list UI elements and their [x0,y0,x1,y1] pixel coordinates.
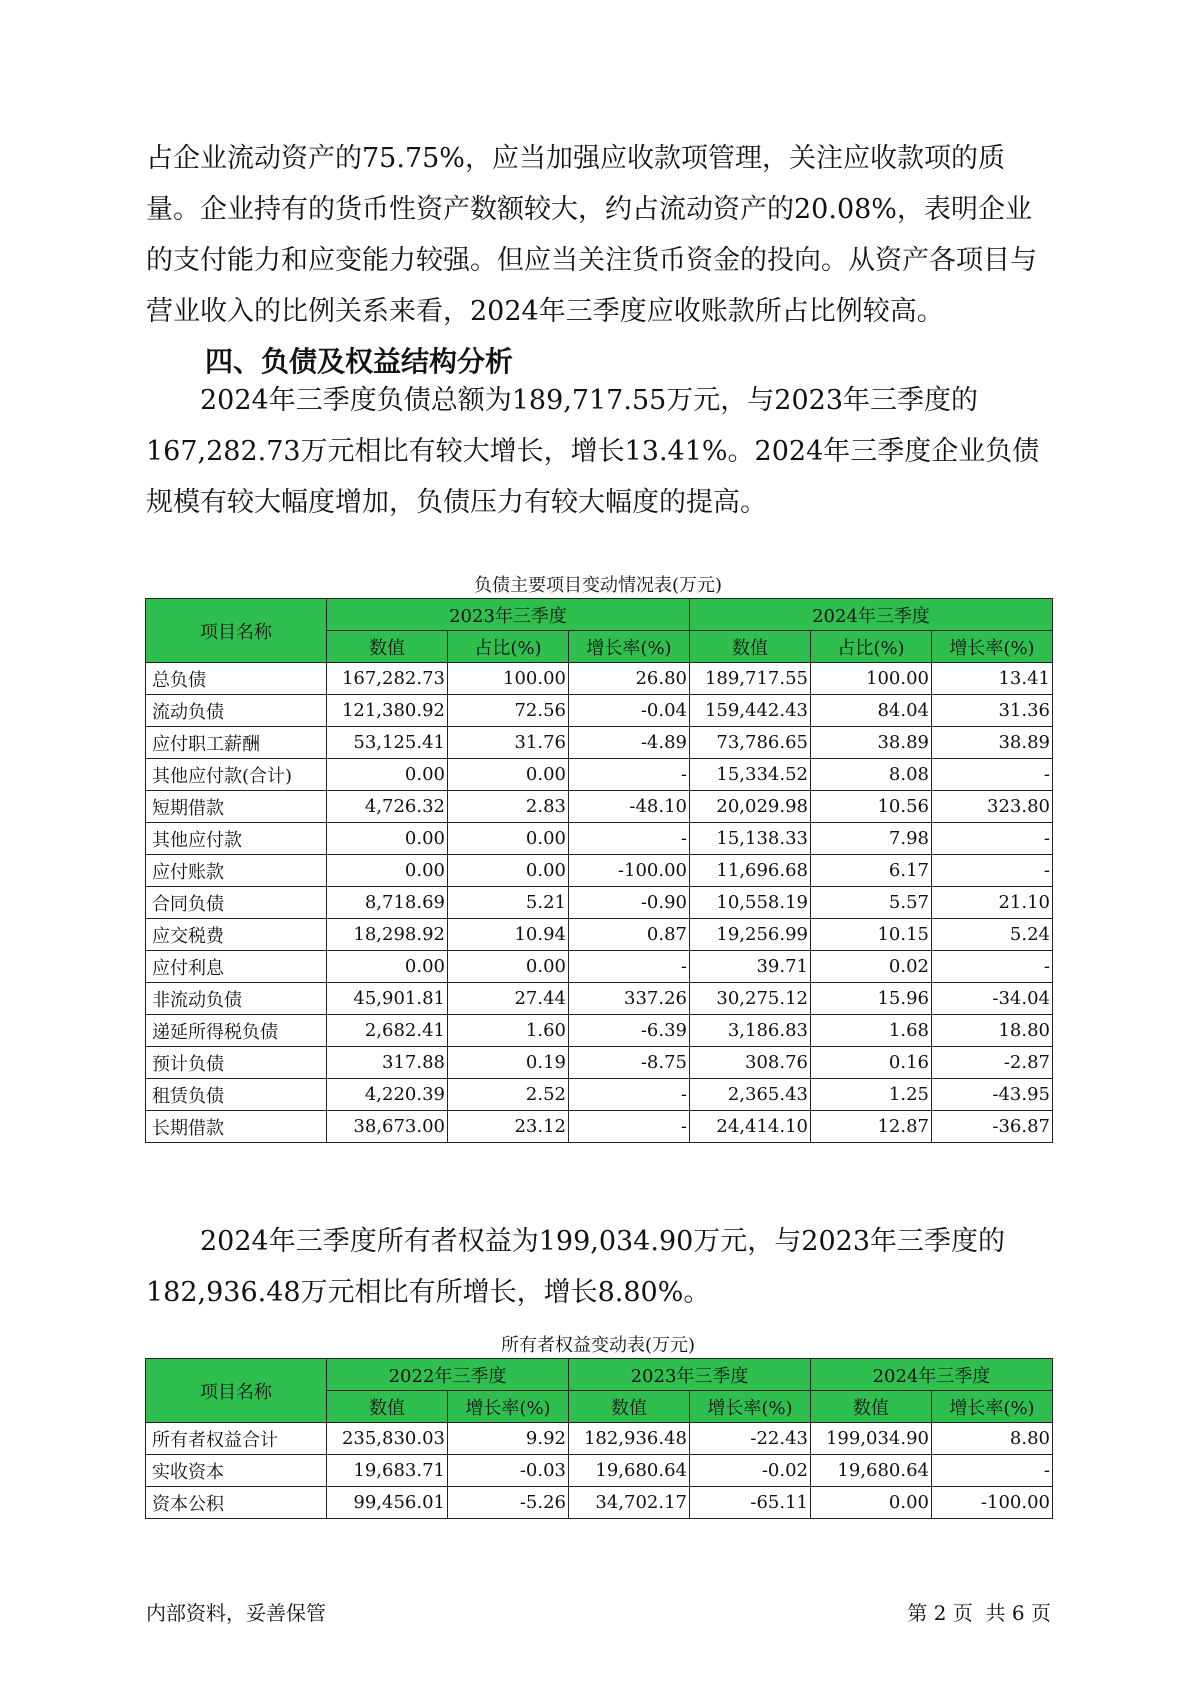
table-cell: 18.80 [932,1015,1053,1047]
table-cell: 0.02 [811,951,932,983]
table-cell: -100.00 [932,1487,1053,1519]
paragraph-current-assets: 占企业流动资产的75.75%，应当加强应收款项管理，关注应收款项的质量。企业持有的货币性资产数额较大，约占流动资产的20.08%，表明企业的支付能力和应变能力较强。但应当关注货币资金的投向。从资产各项目与营业收入的比例关系来看，2024年三季度应收账款所占比例较高。 [146,143,1037,327]
table-cell: 199,034.90 [811,1423,932,1455]
column-header: 数值 [690,631,811,663]
column-header: 增长率(%) [569,631,690,663]
footer-confidential: 内部资料，妥善保管 [146,1601,326,1625]
table-cell: 12.87 [811,1111,932,1143]
table-row [146,919,1053,951]
table-cell: - [569,1111,690,1143]
table-cell: -8.75 [569,1047,690,1079]
table-cell: 2,682.41 [327,1015,448,1047]
table-cell: 308.76 [690,1047,811,1079]
table-cell: 0.00 [448,759,569,791]
table-cell: 5.57 [811,887,932,919]
table-cell: 0.19 [448,1047,569,1079]
table-cell: 100.00 [811,663,932,695]
column-header: 数值 [811,1391,932,1423]
row-label: 预计负债 [146,1047,327,1079]
table-cell: -22.43 [690,1423,811,1455]
paragraph-equity: 2024年三季度所有者权益为199,034.90万元，与2023年三季度的182,936.48万元相比有所增长，增长8.80%。 [146,1226,1006,1308]
table-row [146,759,1053,791]
row-label: 实收资本 [146,1455,327,1487]
table-cell: - [569,1079,690,1111]
table-cell: 13.41 [932,663,1053,695]
table-cell: 31.76 [448,727,569,759]
table-row [146,1079,1053,1111]
table-cell: 3,186.83 [690,1015,811,1047]
row-label: 递延所得税负债 [146,1015,327,1047]
period-header: 2024年三季度 [811,1359,1053,1391]
table-cell: 30,275.12 [690,983,811,1015]
table-cell: 5.24 [932,919,1053,951]
column-header: 增长率(%) [932,631,1053,663]
table-cell: 38.89 [811,727,932,759]
table-cell: 121,380.92 [327,695,448,727]
table-row [146,695,1053,727]
table-cell: 0.00 [448,951,569,983]
column-header: 增长率(%) [448,1391,569,1423]
table-cell: 235,830.03 [327,1423,448,1455]
table-cell: 15.96 [811,983,932,1015]
table-cell: 6.17 [811,855,932,887]
table-cell: -34.04 [932,983,1053,1015]
table-cell: 323.80 [932,791,1053,823]
table-row [146,727,1053,759]
table-cell: 0.00 [327,823,448,855]
table-cell: 72.56 [448,695,569,727]
table-row [146,791,1053,823]
table-row [146,855,1053,887]
table-cell: - [569,951,690,983]
table-cell: 19,680.64 [569,1455,690,1487]
table-cell: 4,220.39 [327,1079,448,1111]
table-cell: 84.04 [811,695,932,727]
table-cell: 11,696.68 [690,855,811,887]
table-cell: 0.00 [448,823,569,855]
column-header-item-name: 项目名称 [146,1359,327,1423]
table-row [146,1455,1053,1487]
row-label: 流动负债 [146,695,327,727]
column-header: 占比(%) [448,631,569,663]
table-cell: 182,936.48 [569,1423,690,1455]
table-cell: - [932,1455,1053,1487]
table-cell: 18,298.92 [327,919,448,951]
table-cell: 31.36 [932,695,1053,727]
table-cell: 0.00 [327,759,448,791]
table-cell: 4,726.32 [327,791,448,823]
table-cell: 0.00 [448,855,569,887]
table-cell: 1.25 [811,1079,932,1111]
table-cell: -100.00 [569,855,690,887]
table-cell: 0.00 [327,951,448,983]
row-label: 应付职工薪酬 [146,727,327,759]
column-header: 数值 [327,631,448,663]
equity-table-caption: 所有者权益变动表(万元) [500,1335,696,1356]
table-cell: 19,680.64 [811,1455,932,1487]
column-header: 数值 [327,1391,448,1423]
table-cell: 38,673.00 [327,1111,448,1143]
row-label: 短期借款 [146,791,327,823]
table-cell: 2,365.43 [690,1079,811,1111]
row-label: 应付利息 [146,951,327,983]
row-label: 所有者权益合计 [146,1423,327,1455]
table-cell: 19,256.99 [690,919,811,951]
table-row [146,1423,1053,1455]
table-cell: 27.44 [448,983,569,1015]
row-label: 非流动负债 [146,983,327,1015]
row-label: 总负债 [146,663,327,695]
period-header: 2024年三季度 [690,599,1053,631]
table-row [146,823,1053,855]
table-cell: 9.92 [448,1423,569,1455]
table-cell: 0.00 [811,1487,932,1519]
table-cell: 15,138.33 [690,823,811,855]
table-cell: -4.89 [569,727,690,759]
table-cell: 1.68 [811,1015,932,1047]
table-row [146,951,1053,983]
table-cell: -0.03 [448,1455,569,1487]
row-label: 应交税费 [146,919,327,951]
section-heading: 四、负债及权益结构分析 [205,345,514,378]
table-cell: 10.94 [448,919,569,951]
period-header: 2023年三季度 [569,1359,811,1391]
table-row [146,1111,1053,1143]
paragraph-liabilities: 2024年三季度负债总额为189,717.55万元，与2023年三季度的167,282.73万元相比有较大增长，增长13.41%。2024年三季度企业负债规模有较大幅度增加，负债压力有较大幅度的提高。 [146,385,1040,518]
period-header: 2023年三季度 [327,599,690,631]
table-cell: 0.00 [327,855,448,887]
row-label: 资本公积 [146,1487,327,1519]
footer-page-number: 第 2 页 共 6 页 [907,1601,1051,1625]
table-cell: -48.10 [569,791,690,823]
column-header: 占比(%) [811,631,932,663]
table-cell: 10.15 [811,919,932,951]
row-label: 租赁负债 [146,1079,327,1111]
table-cell: 8.80 [932,1423,1053,1455]
table-cell: -6.39 [569,1015,690,1047]
table-cell: - [932,855,1053,887]
column-header-item-name: 项目名称 [146,599,327,663]
table-cell: 2.83 [448,791,569,823]
period-header: 2022年三季度 [327,1359,569,1391]
table-cell: - [932,823,1053,855]
liability-table [145,598,1053,1143]
column-header: 数值 [569,1391,690,1423]
equity-table [145,1358,1053,1519]
table-cell: -0.02 [690,1455,811,1487]
table-cell: 189,717.55 [690,663,811,695]
table-cell: - [569,759,690,791]
table-cell: - [932,951,1053,983]
table-cell: 0.16 [811,1047,932,1079]
table-cell: 10,558.19 [690,887,811,919]
row-label: 应付账款 [146,855,327,887]
table-cell: -43.95 [932,1079,1053,1111]
table-cell: - [569,823,690,855]
table-row [146,663,1053,695]
table-cell: 45,901.81 [327,983,448,1015]
table-cell: 20,029.98 [690,791,811,823]
row-label: 其他应付款 [146,823,327,855]
table-cell: 38.89 [932,727,1053,759]
table-cell: -2.87 [932,1047,1053,1079]
table-cell: - [932,759,1053,791]
table-row [146,983,1053,1015]
table-cell: 100.00 [448,663,569,695]
table-cell: -0.04 [569,695,690,727]
table-cell: 99,456.01 [327,1487,448,1519]
table-cell: 1.60 [448,1015,569,1047]
table-cell: 337.26 [569,983,690,1015]
table-cell: 39.71 [690,951,811,983]
row-label: 长期借款 [146,1111,327,1143]
table-cell: 15,334.52 [690,759,811,791]
table-cell: 19,683.71 [327,1455,448,1487]
table-cell: 2.52 [448,1079,569,1111]
table-cell: 0.87 [569,919,690,951]
liability-table-body [146,663,1053,1143]
table-cell: 34,702.17 [569,1487,690,1519]
table-row [146,1047,1053,1079]
table-cell: 8.08 [811,759,932,791]
table-cell: 317.88 [327,1047,448,1079]
table-cell: 5.21 [448,887,569,919]
table-cell: 167,282.73 [327,663,448,695]
equity-table-body [146,1423,1053,1519]
table-cell: 7.98 [811,823,932,855]
table-row [146,1015,1053,1047]
liability-table-caption: 负债主要项目变动情况表(万元) [473,575,723,596]
table-cell: 21.10 [932,887,1053,919]
table-cell: 73,786.65 [690,727,811,759]
table-cell: 10.56 [811,791,932,823]
table-cell: 159,442.43 [690,695,811,727]
table-cell: -5.26 [448,1487,569,1519]
table-cell: 23.12 [448,1111,569,1143]
table-cell: 26.80 [569,663,690,695]
table-cell: -0.90 [569,887,690,919]
table-cell: -65.11 [690,1487,811,1519]
column-header: 增长率(%) [932,1391,1053,1423]
row-label: 合同负债 [146,887,327,919]
table-cell: 24,414.10 [690,1111,811,1143]
table-cell: -36.87 [932,1111,1053,1143]
column-header: 增长率(%) [690,1391,811,1423]
table-row [146,887,1053,919]
table-cell: 53,125.41 [327,727,448,759]
table-cell: 8,718.69 [327,887,448,919]
table-row [146,1487,1053,1519]
row-label: 其他应付款(合计) [146,759,327,791]
